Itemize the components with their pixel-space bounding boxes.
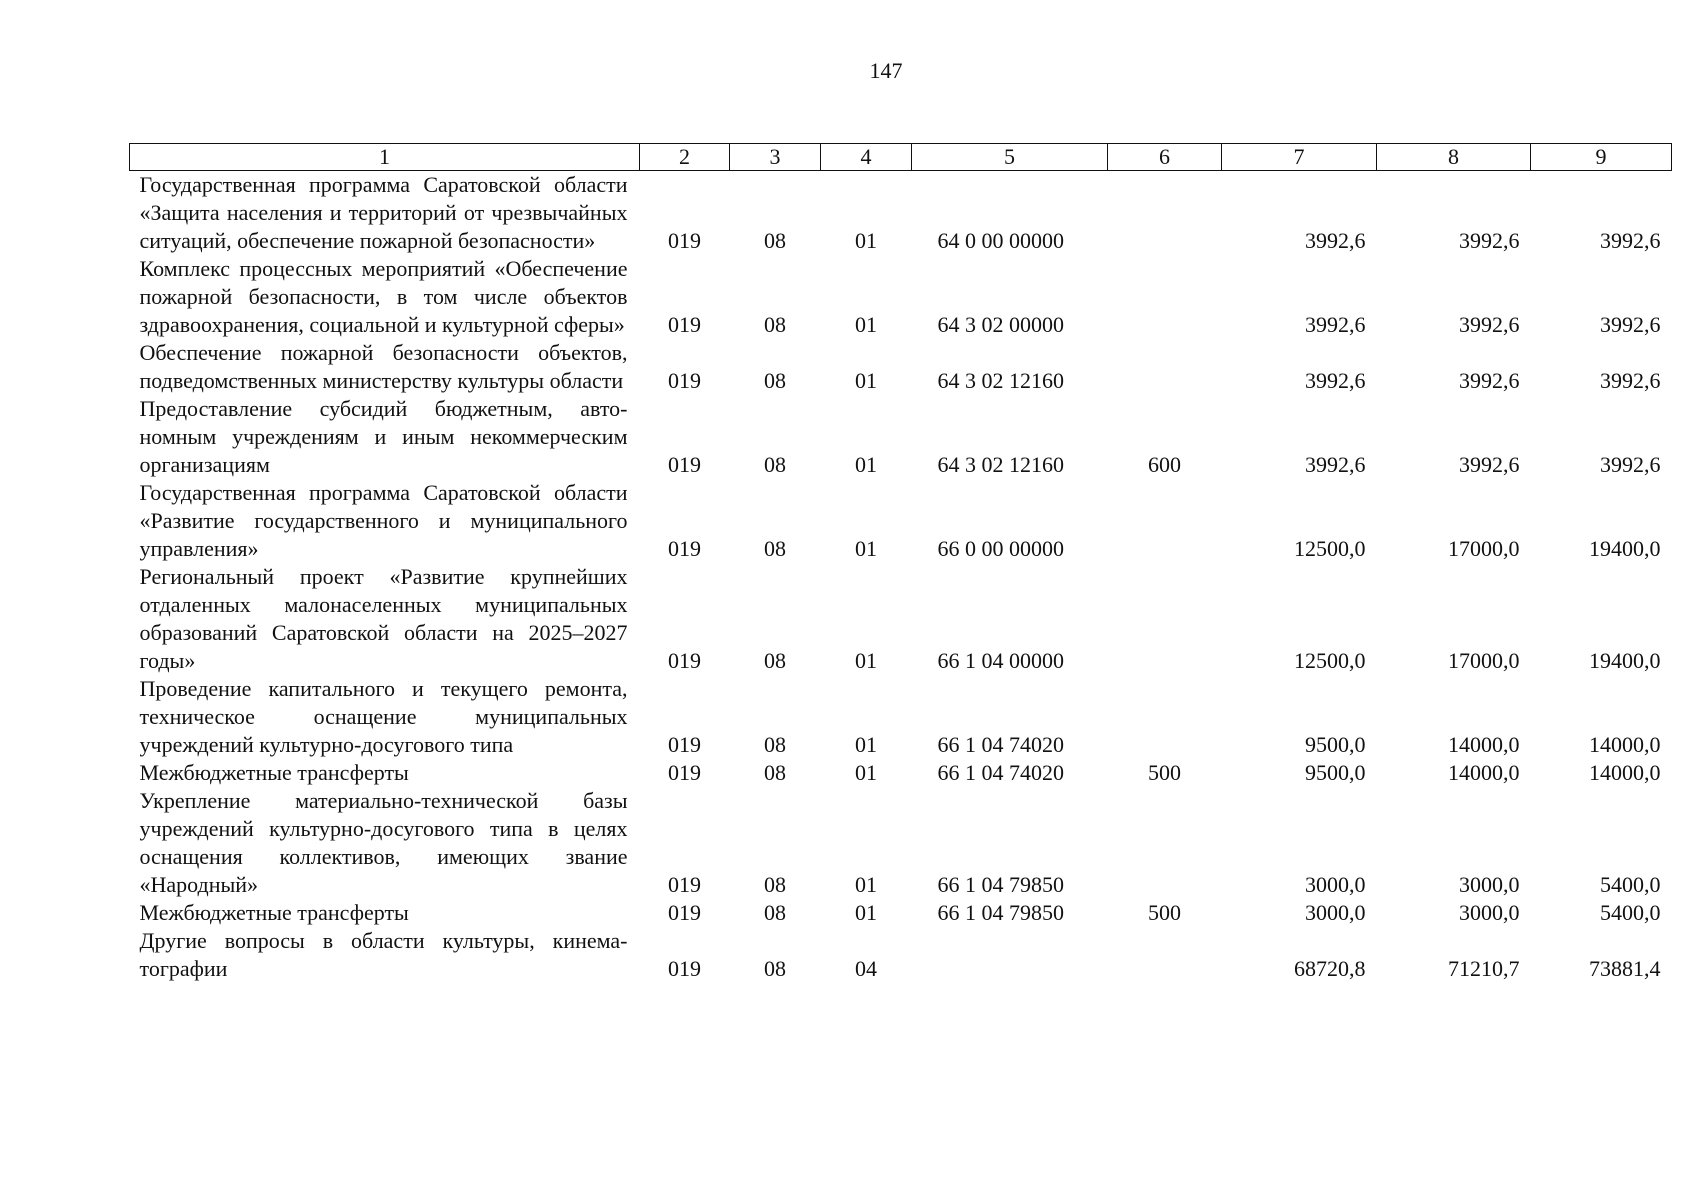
table-row — [130, 675, 1672, 759]
cell-section: 08 — [764, 900, 786, 925]
row-name: Межбюджетные трансферты — [139, 760, 409, 785]
row-name: Обеспечение пожарной безопасности объектов, подведомственных министерству культуры области — [139, 340, 628, 393]
cell-amount-7: 3992,6 — [1305, 228, 1366, 253]
cell-subsection: 01 — [855, 452, 877, 477]
cell-amount-7: 3000,0 — [1305, 872, 1366, 897]
column-header-6: 6 — [1108, 144, 1222, 171]
cell-section: 08 — [764, 956, 786, 981]
cell-ministry-code: 019 — [668, 452, 701, 477]
table-row — [130, 563, 1672, 675]
cell-amount-7: 9500,0 — [1305, 732, 1366, 757]
cell-amount-9: 3992,6 — [1600, 228, 1661, 253]
cell-target-article: 66 1 04 74020 — [937, 760, 1064, 785]
cell-expense-type: 500 — [1148, 900, 1181, 925]
cell-target-article: 66 1 04 79850 — [937, 872, 1064, 897]
column-header-4: 4 — [821, 144, 912, 171]
cell-expense-type: 500 — [1148, 760, 1181, 785]
cell-target-article: 66 1 04 74020 — [937, 732, 1064, 757]
cell-subsection: 01 — [855, 872, 877, 897]
table-row — [130, 395, 1672, 479]
budget-table — [129, 143, 1672, 983]
column-header-7: 7 — [1222, 144, 1377, 171]
column-header-5: 5 — [912, 144, 1108, 171]
table-row — [130, 759, 1672, 787]
cell-ministry-code: 019 — [668, 956, 701, 981]
column-header-2: 2 — [640, 144, 730, 171]
cell-amount-8: 14000,0 — [1448, 760, 1520, 785]
column-header-8: 8 — [1377, 144, 1531, 171]
cell-amount-7: 3992,6 — [1305, 312, 1366, 337]
cell-ministry-code: 019 — [668, 760, 701, 785]
cell-amount-8: 3992,6 — [1459, 368, 1520, 393]
cell-section: 08 — [764, 648, 786, 673]
cell-ministry-code: 019 — [668, 732, 701, 757]
cell-amount-8: 3992,6 — [1459, 452, 1520, 477]
table-row — [130, 479, 1672, 563]
cell-target-article: 64 3 02 00000 — [937, 312, 1064, 337]
row-name: Государственная программа Саратовской области «Защита населения и территорий от чрезвычайных ситуаций, обеспечение пожарной безопасности» — [139, 172, 628, 253]
cell-target-article — [912, 927, 1108, 983]
cell-amount-8: 3000,0 — [1459, 900, 1520, 925]
cell-amount-9: 5400,0 — [1600, 900, 1661, 925]
cell-amount-9: 3992,6 — [1600, 452, 1661, 477]
cell-amount-7: 3000,0 — [1305, 900, 1366, 925]
row-name: Межбюджетные трансферты — [139, 900, 409, 925]
cell-target-article: 66 1 04 79850 — [937, 900, 1064, 925]
cell-subsection: 04 — [855, 956, 877, 981]
cell-amount-9: 14000,0 — [1589, 732, 1661, 757]
cell-expense-type — [1108, 171, 1222, 256]
cell-amount-8: 17000,0 — [1448, 648, 1520, 673]
row-name: Комплекс процессных мероприятий «Обеспечение пожарной безопасности, в том числе объектов здравоохранения, социальной и культурной сферы» — [139, 256, 628, 337]
cell-amount-7: 12500,0 — [1294, 536, 1366, 561]
row-name: Государственная программа Саратовской области «Развитие государственного и муниципального управления» — [139, 480, 628, 561]
table-row — [130, 899, 1672, 927]
cell-amount-8: 17000,0 — [1448, 536, 1520, 561]
cell-ministry-code: 019 — [668, 312, 701, 337]
row-name: Проведение капитального и текущего ремонта, техническое оснащение муниципальных учреждений культурно-досугового типа — [139, 676, 628, 757]
cell-amount-9: 3992,6 — [1600, 312, 1661, 337]
cell-subsection: 01 — [855, 648, 877, 673]
cell-amount-7: 9500,0 — [1305, 760, 1366, 785]
cell-amount-9: 19400,0 — [1589, 648, 1661, 673]
cell-amount-8: 3992,6 — [1459, 312, 1520, 337]
cell-ministry-code: 019 — [668, 368, 701, 393]
cell-amount-9: 19400,0 — [1589, 536, 1661, 561]
cell-ministry-code: 019 — [668, 900, 701, 925]
cell-ministry-code: 019 — [668, 536, 701, 561]
cell-section: 08 — [764, 228, 786, 253]
page-number: 147 — [869, 58, 903, 83]
table-body — [130, 171, 1672, 984]
cell-ministry-code: 019 — [668, 228, 701, 253]
cell-section: 08 — [764, 872, 786, 897]
cell-expense-type — [1108, 255, 1222, 339]
cell-section: 08 — [764, 452, 786, 477]
cell-amount-7: 12500,0 — [1294, 648, 1366, 673]
cell-amount-7: 3992,6 — [1305, 452, 1366, 477]
cell-amount-8: 14000,0 — [1448, 732, 1520, 757]
column-header-3: 3 — [730, 144, 821, 171]
cell-expense-type — [1108, 927, 1222, 983]
cell-subsection: 01 — [855, 900, 877, 925]
row-name: Региональный проект «Развитие крупнейших отдаленных малонаселенных муниципальных образований Саратовской области на 2025–2027 годы» — [139, 564, 628, 673]
cell-section: 08 — [764, 312, 786, 337]
header-row — [130, 144, 1672, 171]
cell-section: 08 — [764, 732, 786, 757]
row-name: Предоставление субсидий бюджетным, автономным учреждениям и иным некоммерческим организациям — [139, 396, 628, 477]
cell-expense-type: 600 — [1148, 452, 1181, 477]
cell-target-article: 64 3 02 12160 — [937, 368, 1064, 393]
table-row — [130, 255, 1672, 339]
cell-amount-8: 3000,0 — [1459, 872, 1520, 897]
cell-section: 08 — [764, 368, 786, 393]
cell-subsection: 01 — [855, 312, 877, 337]
cell-amount-9: 3992,6 — [1600, 368, 1661, 393]
table-row — [130, 787, 1672, 899]
column-header-1: 1 — [130, 144, 640, 171]
cell-subsection: 01 — [855, 536, 877, 561]
table-row — [130, 171, 1672, 256]
cell-target-article: 64 3 02 12160 — [937, 452, 1064, 477]
cell-amount-9: 5400,0 — [1600, 872, 1661, 897]
cell-target-article: 64 0 00 00000 — [937, 228, 1064, 253]
row-name: Другие вопросы в области культуры, кинематографии — [139, 928, 628, 981]
cell-subsection: 01 — [855, 228, 877, 253]
cell-amount-9: 73881,4 — [1589, 956, 1661, 981]
cell-ministry-code: 019 — [668, 872, 701, 897]
cell-subsection: 01 — [855, 368, 877, 393]
cell-section: 08 — [764, 760, 786, 785]
column-header-9: 9 — [1531, 144, 1672, 171]
cell-expense-type — [1108, 675, 1222, 759]
cell-amount-7: 68720,8 — [1294, 956, 1366, 981]
cell-section: 08 — [764, 536, 786, 561]
cell-subsection: 01 — [855, 732, 877, 757]
cell-ministry-code: 019 — [668, 648, 701, 673]
cell-target-article: 66 1 04 00000 — [937, 648, 1064, 673]
cell-amount-7: 3992,6 — [1305, 368, 1366, 393]
table-row — [130, 339, 1672, 395]
cell-expense-type — [1108, 479, 1222, 563]
cell-subsection: 01 — [855, 760, 877, 785]
cell-expense-type — [1108, 339, 1222, 395]
table-header — [130, 144, 1672, 171]
cell-expense-type — [1108, 563, 1222, 675]
table-row — [130, 927, 1672, 983]
cell-amount-9: 14000,0 — [1589, 760, 1661, 785]
cell-amount-8: 3992,6 — [1459, 228, 1520, 253]
cell-expense-type — [1108, 787, 1222, 899]
cell-target-article: 66 0 00 00000 — [937, 536, 1064, 561]
row-name: Укрепление материально-технической базы учреждений культурно-досугового типа в целях оснащения коллективов, имеющих звание «Народный» — [139, 788, 628, 897]
cell-amount-8: 71210,7 — [1448, 956, 1520, 981]
